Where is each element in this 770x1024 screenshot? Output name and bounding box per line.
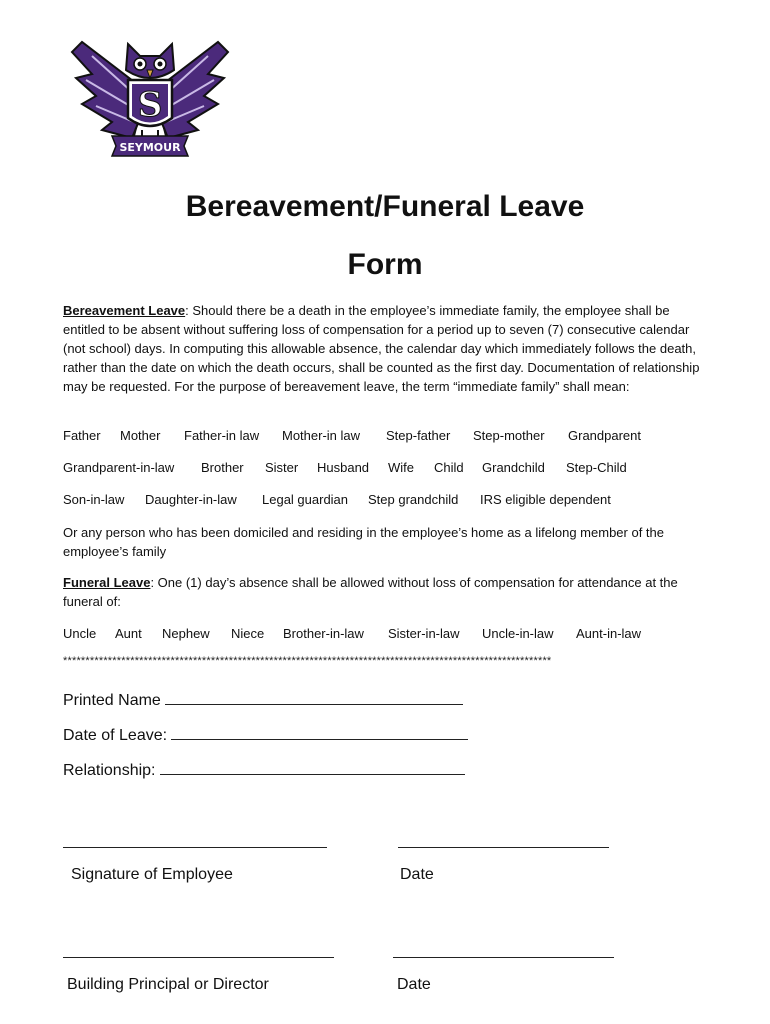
list-item: Uncle xyxy=(63,626,97,641)
principal-date-label: Date xyxy=(397,976,431,993)
list-item: Nephew xyxy=(162,626,210,641)
list-item: Wife xyxy=(388,460,414,475)
list-item: Step-mother xyxy=(473,428,545,443)
list-item: Step-Child xyxy=(566,460,627,475)
employee-date-line[interactable] xyxy=(398,847,609,848)
relationship-line[interactable] xyxy=(160,760,465,775)
seymour-owl-logo-icon xyxy=(62,34,238,158)
form-title-line2: Form xyxy=(347,248,423,281)
printed-name-line[interactable] xyxy=(165,690,463,705)
date-of-leave-field[interactable] xyxy=(63,725,468,745)
list-item: Step-father xyxy=(386,428,451,443)
list-item: Aunt xyxy=(115,626,142,641)
list-item: Daughter-in-law xyxy=(145,492,237,507)
list-item: Husband xyxy=(317,460,370,475)
svg-text:S: S xyxy=(137,85,163,125)
principal-signature-label: Building Principal or Director xyxy=(67,976,269,993)
principal-signature-line[interactable] xyxy=(63,957,334,958)
funeral-lead: Funeral Leave xyxy=(63,575,151,590)
list-item: Grandparent-in-law xyxy=(63,460,175,475)
form-title: Bereavement/Funeral Leave xyxy=(185,190,585,223)
employee-date-label: Date xyxy=(400,866,434,883)
list-item: Brother xyxy=(201,460,244,475)
svg-text:SEYMOUR: SEYMOUR xyxy=(119,141,181,154)
list-item: Step grandchild xyxy=(368,492,459,507)
funeral-text: One (1) day’s absence shall be allowed without loss of compensation for attendance at the funeral of: xyxy=(63,575,678,609)
funeral-paragraph: Funeral Leave: One (1) day’s absence shall be allowed without loss of compensation for attendance at the funeral of: xyxy=(63,575,678,609)
list-item: Mother xyxy=(120,428,161,443)
bereavement-paragraph: Bereavement Leave: Should there be a death in the employee’s immediate family, the employee shall be entitled to be absent without suffering loss of compensation for a period up to seven (7) consecutive calendar (not school) days. In computing this allowable absence, the calendar day which immediately follows the death, rather than the date on which the death occurs, shall be counted as the first day. Documentation of relationship may be requested. For the purpose of bereavement leave, the term “immediate family” shall mean: xyxy=(63,303,700,394)
bereavement-text: Should there be a death in the employee’s immediate family, the employee shall be entitled to be absent without suffering loss of compensation for a period up to seven (7) consecutive calendar (not school) days. In computing this allowable absence, the calendar day which immediately follows the death, rather than the date on which the death occurs, shall be counted as the first day. Documentation of relationship may be requested. For the purpose of bereavement leave, the term “immediate family” shall mean: xyxy=(63,303,700,394)
separator-line: ************************************************************************************************************* xyxy=(63,655,552,667)
list-item: Legal guardian xyxy=(262,492,349,507)
list-item: IRS eligible dependent xyxy=(480,492,611,507)
employee-signature-line[interactable] xyxy=(63,847,327,848)
bereavement-lead: Bereavement Leave xyxy=(63,303,186,318)
printed-name-label: Printed Name xyxy=(63,692,161,709)
list-item: Sister-in-law xyxy=(388,626,460,641)
list-item: Brother-in-law xyxy=(283,626,364,641)
printed-name-field[interactable] xyxy=(63,690,463,710)
list-item: Father xyxy=(63,428,101,443)
list-item: Niece xyxy=(231,626,265,641)
domiciled-paragraph: Or any person who has been domiciled and residing in the employee’s home as a lifelong member of the employee’s family xyxy=(63,525,664,559)
list-item: Uncle-in-law xyxy=(482,626,554,641)
relationship-field[interactable] xyxy=(63,760,465,780)
list-item: Aunt-in-law xyxy=(576,626,642,641)
list-item: Son-in-law xyxy=(63,492,125,507)
employee-signature-label: Signature of Employee xyxy=(71,866,233,883)
list-item: Grandchild xyxy=(482,460,545,475)
principal-date-line[interactable] xyxy=(393,957,614,958)
list-item: Father-in law xyxy=(184,428,260,443)
list-item: Sister xyxy=(265,460,299,475)
date-of-leave-label: Date of Leave: xyxy=(63,727,168,744)
list-item: Child xyxy=(434,460,464,475)
list-item: Mother-in law xyxy=(282,428,361,443)
relationship-label: Relationship: xyxy=(63,762,156,779)
date-of-leave-line[interactable] xyxy=(171,725,468,740)
list-item: Grandparent xyxy=(568,428,641,443)
